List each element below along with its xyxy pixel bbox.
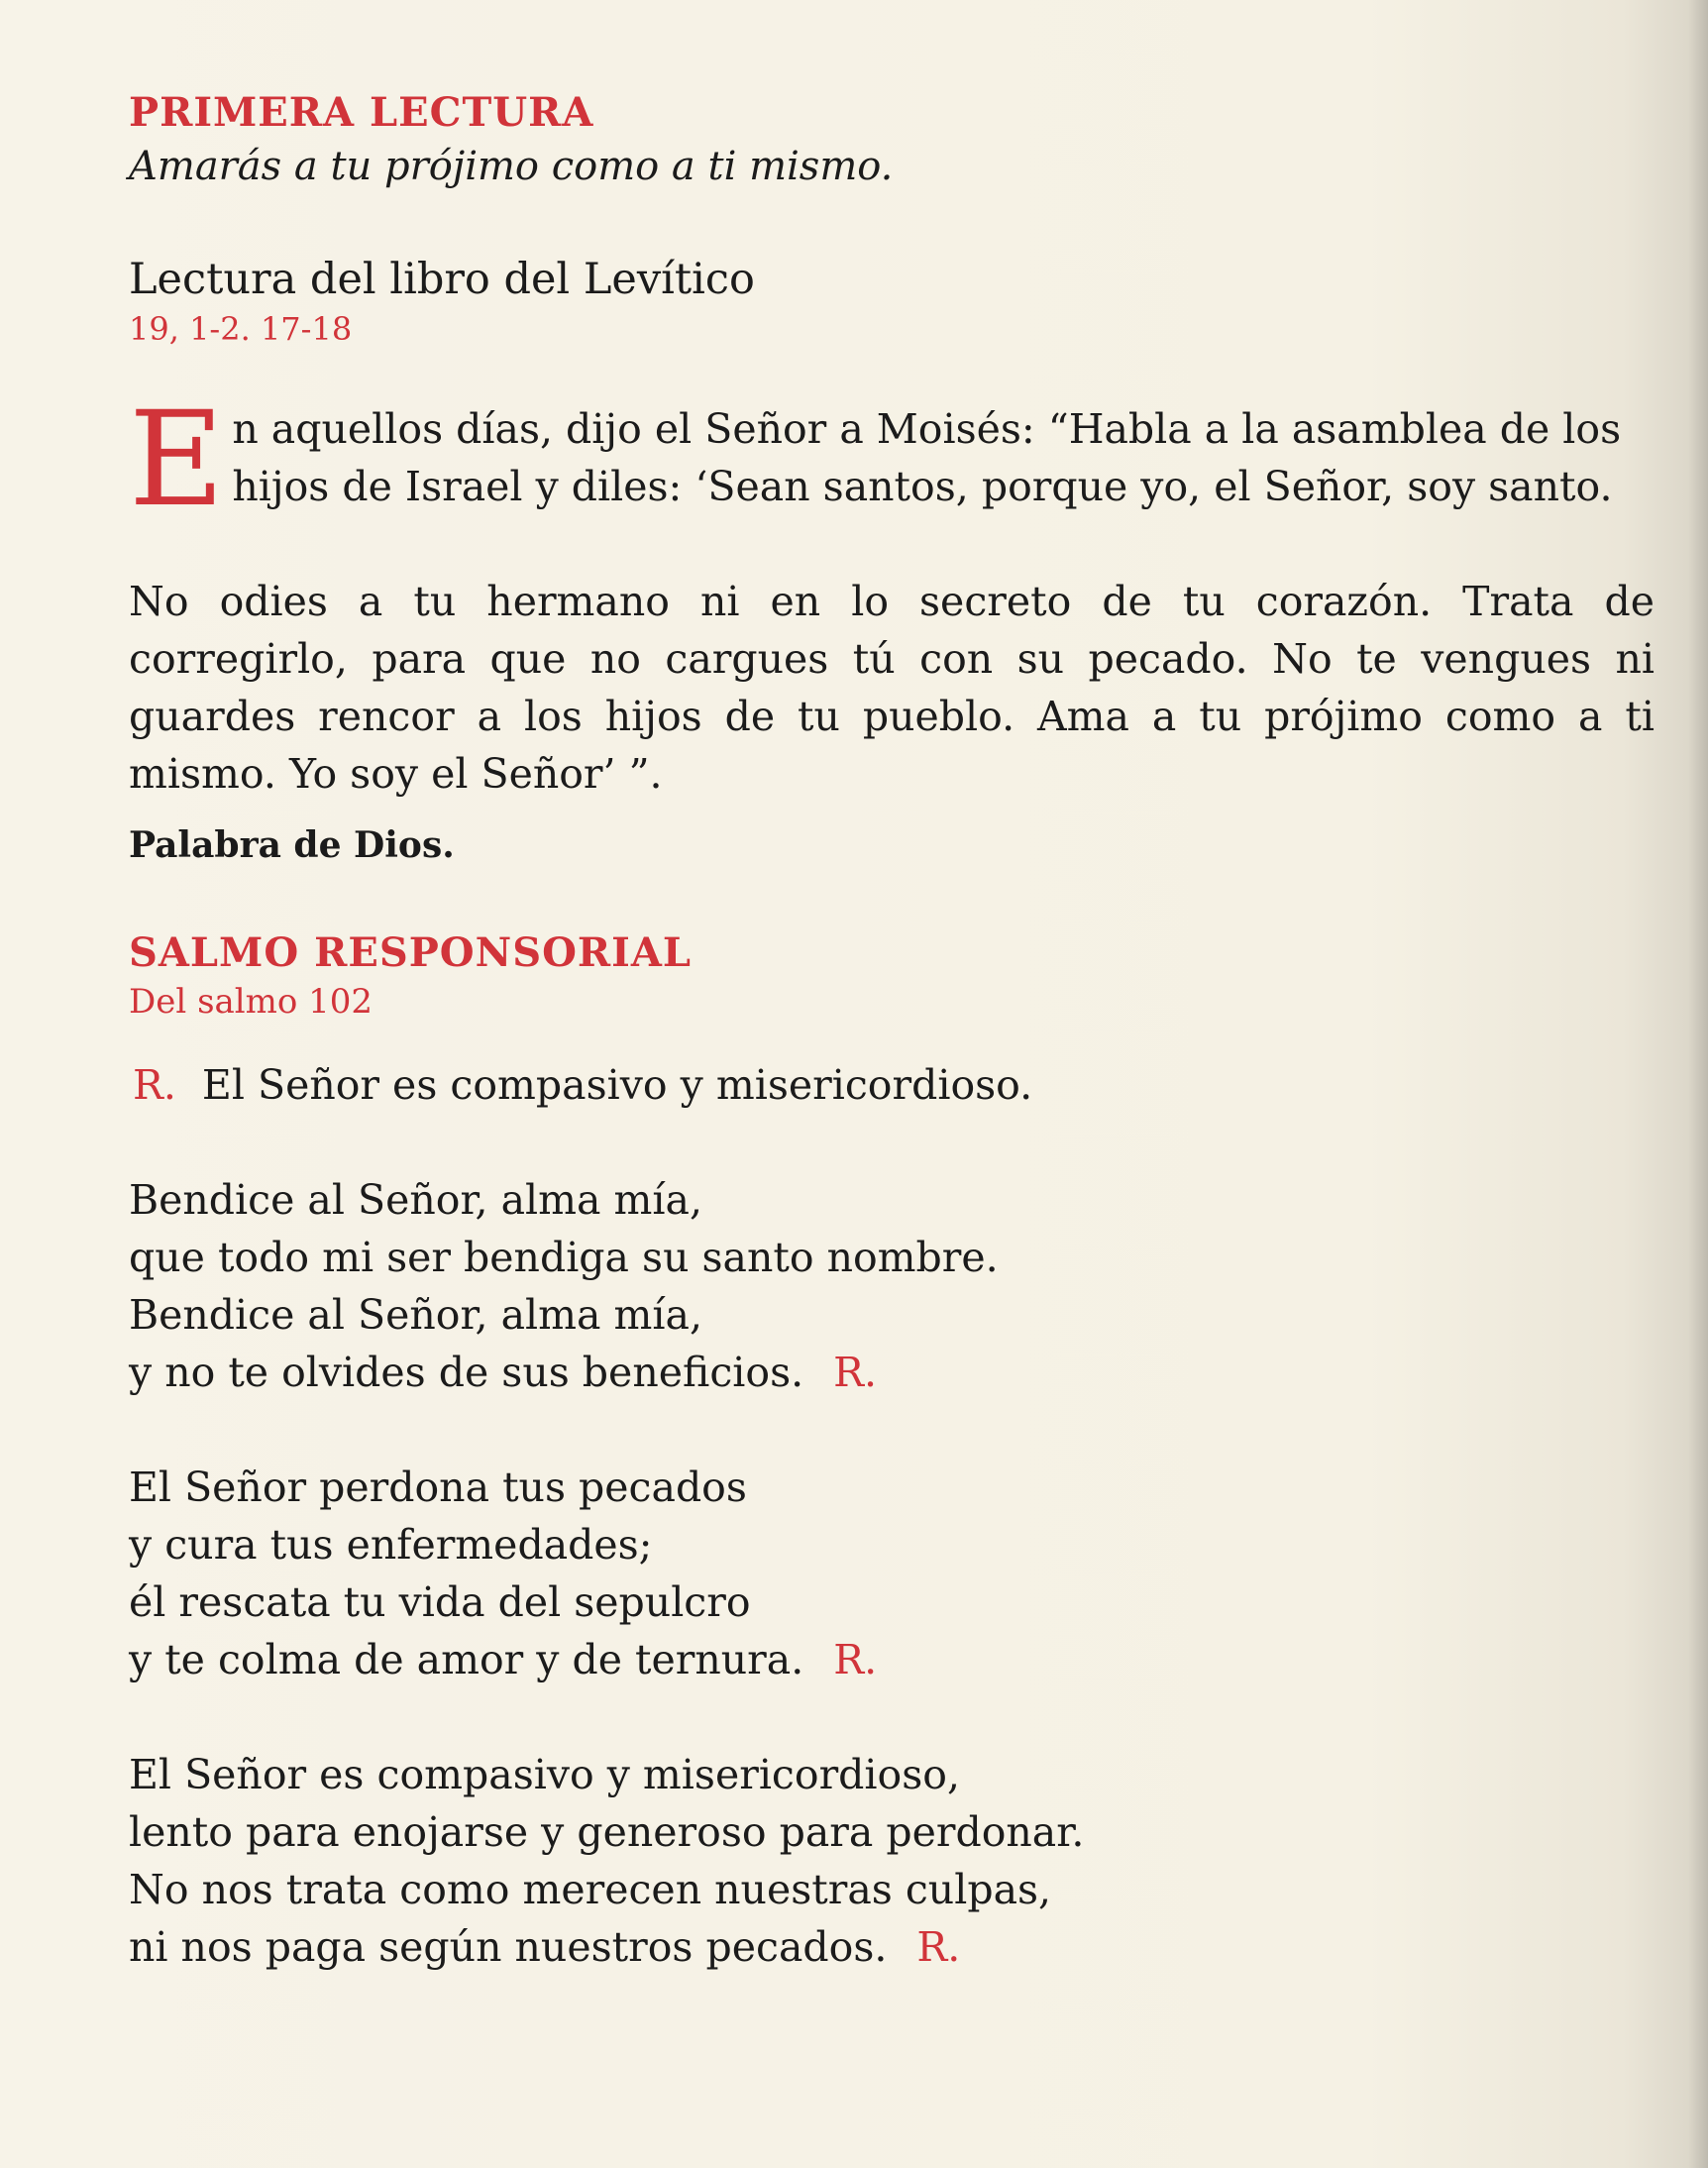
stanza-line-text: y te colma de amor y de ternura.: [129, 1636, 804, 1683]
stanza-line: lento para enojarse y generoso para perdonar.: [129, 1808, 1085, 1856]
stanza-line-last: [129, 1344, 1655, 1401]
stanza-line: El Señor es compasivo y misericordioso,: [129, 1751, 960, 1798]
stanza-response-mark: R.: [916, 1923, 961, 1971]
stanza-line: y cura tus enfermedades;: [129, 1521, 653, 1569]
stanza-response-mark: R.: [833, 1636, 878, 1683]
stanza-response-mark: R.: [833, 1349, 878, 1396]
reading-title: Lectura del libro del Levítico: [129, 255, 755, 304]
reading-closing: Palabra de Dios.: [129, 824, 455, 866]
reading-paragraph-1: [129, 383, 1655, 536]
reading-citation: 19, 1-2. 17-18: [129, 310, 353, 348]
psalm-stanza-2: [129, 1459, 1655, 1688]
stanza-line: Bendice al Señor, alma mía,: [129, 1291, 702, 1339]
response-text: El Señor es compasivo y misericordioso.: [201, 1061, 1033, 1109]
stanza-line: que todo mi ser bendiga su santo nombre.: [129, 1234, 999, 1281]
liturgy-text-column: [129, 87, 1655, 1976]
drop-cap-letter: E: [129, 383, 225, 536]
stanza-line-last: [129, 1631, 1655, 1688]
reading-paragraph-1-text: n aquellos días, dijo el Señor a Moisés: “Habla a la asamblea de los hijos de Israel y diles: ‘Sean santos, porque yo, el Señor, soy santo.: [232, 405, 1622, 510]
psalm-stanza-3: [129, 1746, 1655, 1976]
stanza-line: El Señor perdona tus pecados: [129, 1463, 747, 1511]
stanza-line: él rescata tu vida del sepulcro: [129, 1578, 751, 1626]
response-mark: R.: [133, 1061, 176, 1109]
stanza-line: No nos trata como merecen nuestras culpas,: [129, 1866, 1052, 1913]
stanza-line-text: ni nos paga según nuestros pecados.: [129, 1923, 888, 1971]
stanza-line: Bendice al Señor, alma mía,: [129, 1176, 702, 1224]
psalm-source: Del salmo 102: [129, 982, 374, 1022]
page-gutter-shadow: [1688, 0, 1708, 2168]
reading-paragraph-2: No odies a tu hermano ni en lo secreto de tu corazón. Trata de corregirlo, para que no cargues tú con su pecado. No te vengues ni guardes rencor a los hijos de tu pueblo. Ama a tu prójimo como a ti mismo. Yo soy el Señor’ ”.: [129, 578, 1655, 798]
psalm-stanza-1: [129, 1171, 1655, 1401]
stanza-line-text: y no te olvides de sus beneficios.: [129, 1349, 804, 1396]
first-reading-subtitle: Amarás a tu prójimo como a ti mismo.: [129, 144, 894, 189]
stanza-line-last: [129, 1918, 1655, 1976]
first-reading-heading: PRIMERA LECTURA: [129, 89, 594, 136]
psalm-heading: SALMO RESPONSORIAL: [129, 929, 693, 976]
psalm-response: [129, 1056, 1655, 1114]
